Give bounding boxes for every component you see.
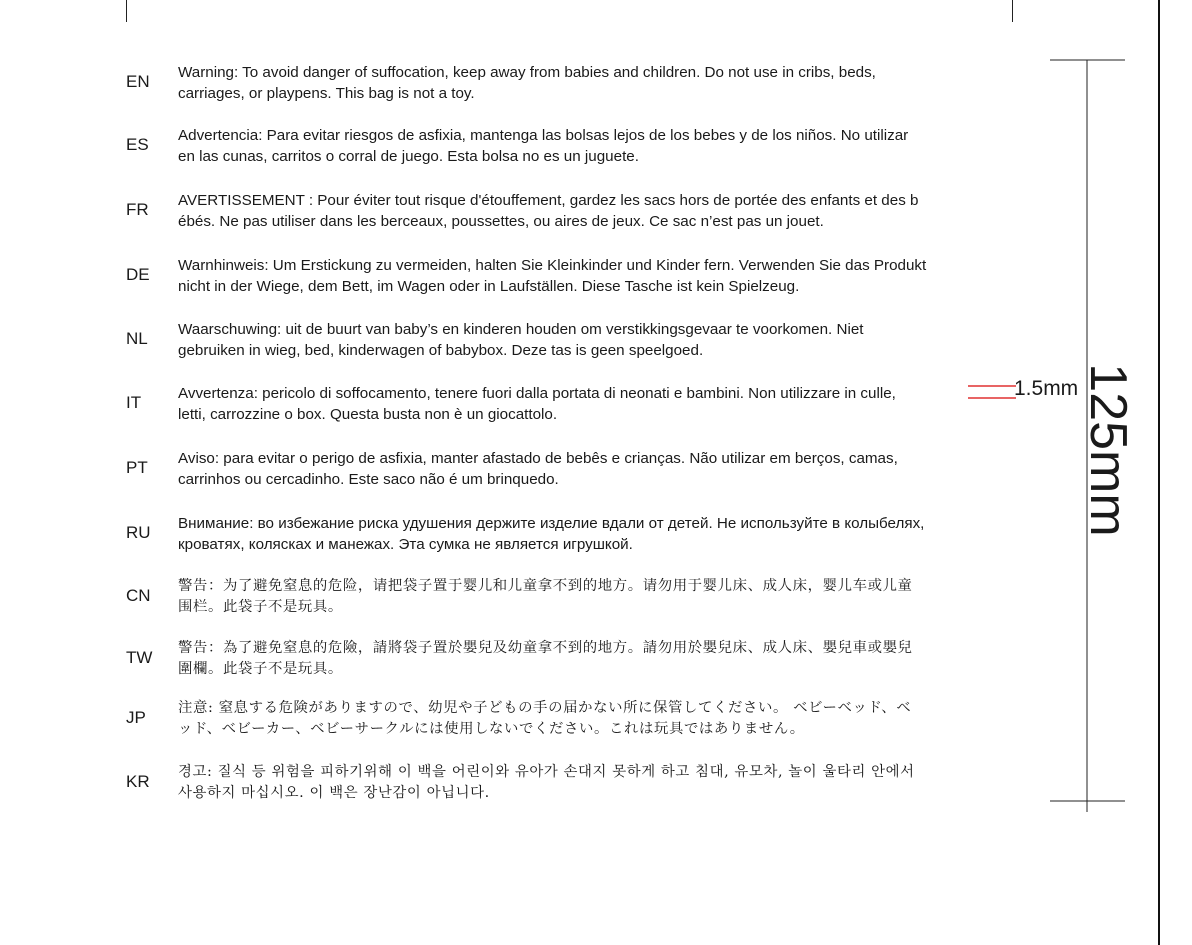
language-code-en: EN <box>126 72 150 91</box>
language-code-jp: JP <box>126 708 146 727</box>
warning-text-nl: Waarschuwing: uit de buurt van baby’s en kinderen houden om verstikkingsgevaar te voorkomen. Niet gebruiken in wieg, bed, kinderwagen of babybox. Deze tas is geen speelgoed. <box>178 321 864 359</box>
warning-pt <box>0 448 1040 500</box>
warning-ru <box>0 513 1040 565</box>
warning-fr <box>0 190 1040 242</box>
page-right-border <box>1158 0 1160 945</box>
warning-text-de: Warnhinweis: Um Erstickung zu vermeiden, halten Sie Kleinkinder und Kinder fern. Verwenden Sie das Produkt nicht in der Wiege, dem Bett, im Wagen oder in Laufställen. Diese Tasche ist kein Spielzeug. <box>178 257 927 295</box>
language-code-it: IT <box>126 393 142 412</box>
height-dimension-label: 125mm <box>1079 363 1137 537</box>
warning-kr <box>0 762 1040 814</box>
warning-es <box>0 125 1040 177</box>
crop-mark-right <box>1012 0 1013 22</box>
language-code-fr: FR <box>126 200 149 219</box>
warning-cn <box>0 576 1040 628</box>
language-code-cn: CN <box>126 586 151 605</box>
language-code-kr: KR <box>126 772 150 791</box>
warning-it <box>0 383 1040 435</box>
warning-text-jp: 注意: 窒息する危険がありますので、幼児や子どもの手の届かない所に保管してください。 ベビーベッド、ベ ッド、ベビーカー、ベビーサークルには使用しないでください。これは玩具ではありません。 <box>178 700 912 737</box>
warning-text-ru: Внимание: во избежание риска удушения держите изделие вдали от детей. Не используйте в колыбелях, кроватях, колясках и манежах. Эта сумка не является игрушкой. <box>178 515 925 553</box>
crop-mark-left <box>126 0 127 22</box>
warning-en <box>0 62 1040 114</box>
warning-text-kr: 경고: 질식 등 위험을 피하기위해 이 백을 어린이와 유아가 손대지 못하게 하고 침대, 유모차, 놀이 울타리 안에서 사용하지 마십시오. 이 백은 장난감이 아닙니다. <box>178 764 915 801</box>
language-code-pt: PT <box>126 458 148 477</box>
warning-text-cn: 警告：为了避免窒息的危险，请把袋子置于婴儿和儿童拿不到的地方。请勿用于婴儿床、成人床，婴儿车或儿童 围栏。此袋子不是玩具。 <box>178 578 913 615</box>
warning-tw <box>0 638 1040 690</box>
warning-de <box>0 255 1040 307</box>
warning-text-es: Advertencia: Para evitar riesgos de asfixia, mantenga las bolsas lejos de los bebes y de los niños. No utilizar en las cunas, carritos o corral de juego. Esta bolsa no es un juguete. <box>178 127 909 165</box>
warning-text-en: Warning: To avoid danger of suffocation, keep away from babies and children. Do not use in cribs, beds, carriages, or playpens. This bag is not a toy. <box>178 64 876 102</box>
language-code-tw: TW <box>126 648 153 667</box>
language-code-nl: NL <box>126 329 148 348</box>
gap-dimension-label: 1.5mm <box>1014 377 1079 400</box>
warning-jp <box>0 698 1040 750</box>
language-code-ru: RU <box>126 523 151 542</box>
language-code-es: ES <box>126 135 149 154</box>
warning-text-tw: 警告：為了避免窒息的危險，請將袋子置於嬰兒及幼童拿不到的地方。請勿用於嬰兒床、成人床、嬰兒車或嬰兒 圍欄。此袋子不是玩具。 <box>178 640 913 677</box>
gap-marker <box>968 380 1018 400</box>
warning-text-pt: Aviso: para evitar o perigo de asfixia, manter afastado de bebês e crianças. Não utilizar em berços, camas, carrinhos ou cercadinho. Este saco não é um brinquedo. <box>178 450 898 488</box>
warning-text-it: Avvertenza: pericolo di soffocamento, tenere fuori dalla portata di neonati e bambini. Non utilizzare in culle, letti, carrozzine o box. Questa busta non è un giocattolo. <box>178 385 896 423</box>
warning-nl <box>0 319 1040 371</box>
language-code-de: DE <box>126 265 150 284</box>
warning-text-fr: AVERTISSEMENT : Pour éviter tout risque d'étouffement, gardez les sacs hors de portée des enfants et des b ébés. Ne pas utiliser dans les berceaux, poussettes, ou aires de jeux. Ce sac n’est pas un jouet. <box>178 192 919 230</box>
